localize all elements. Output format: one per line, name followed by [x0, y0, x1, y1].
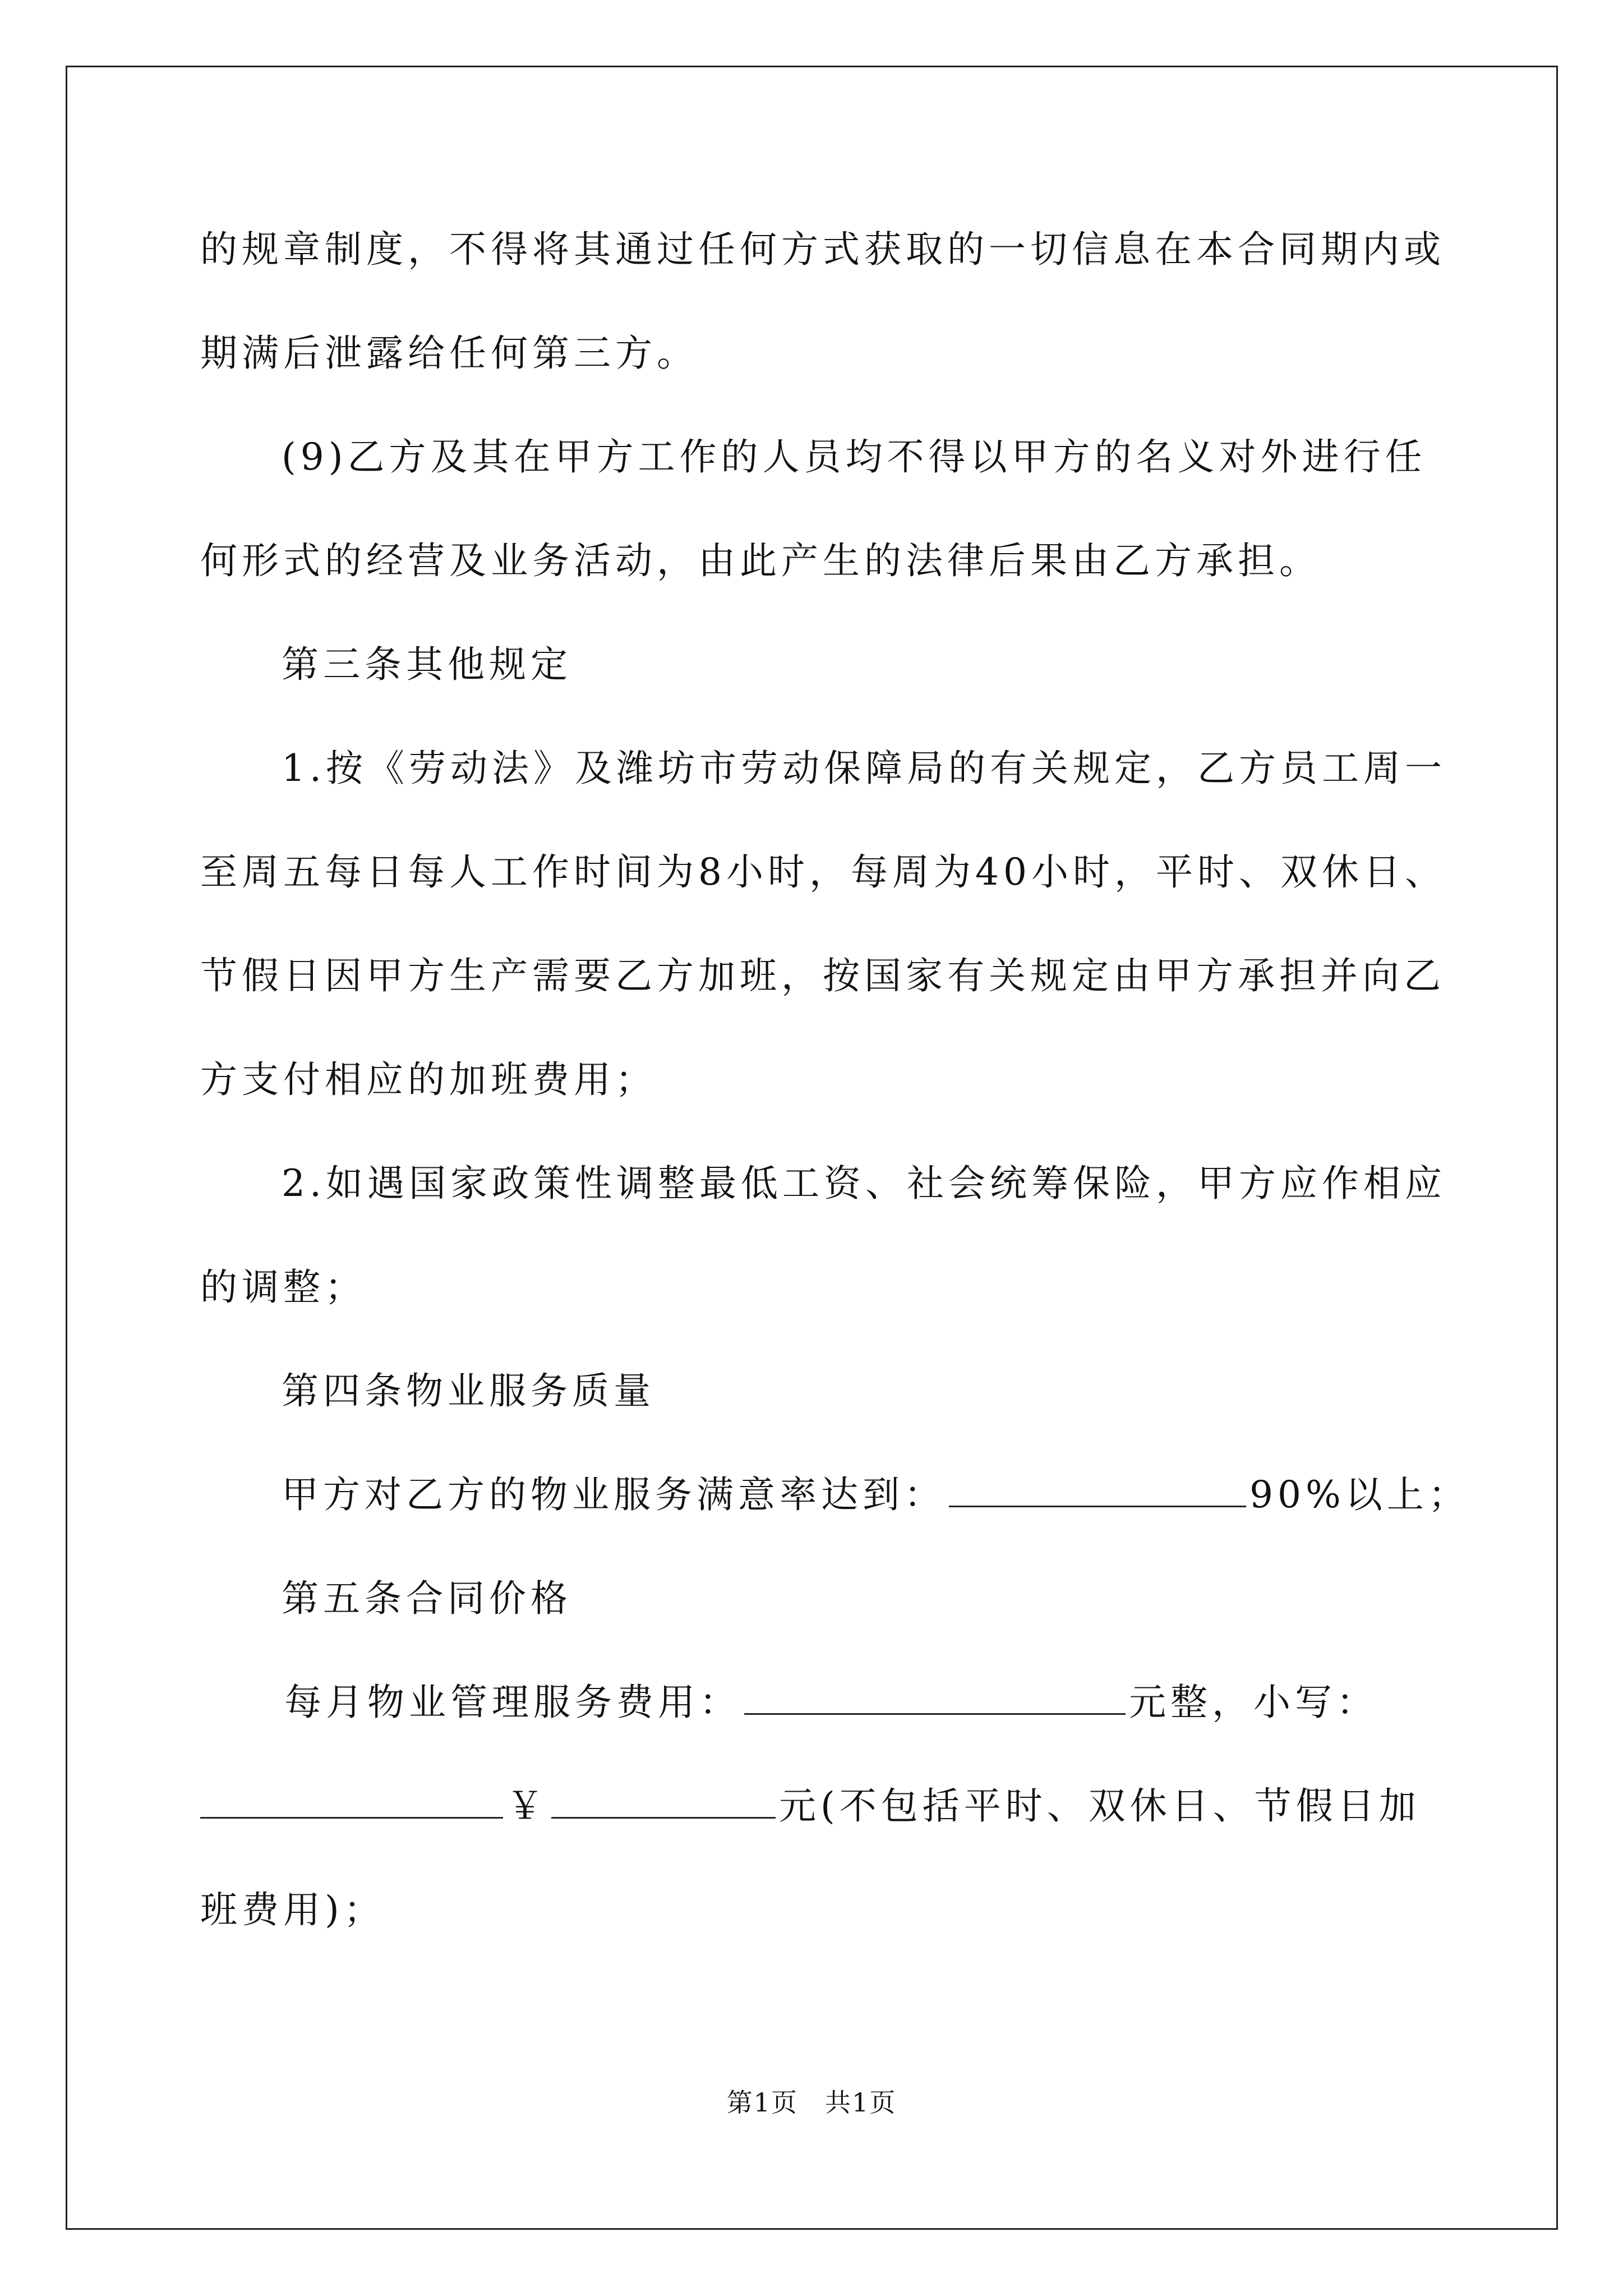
section-heading: 第四条物业服务质量: [282, 1369, 655, 1412]
fee-line-2-suffix: 元(不包括平时、双休日、节假日加: [779, 1784, 1421, 1828]
satisfaction-suffix: 90%以上；: [1249, 1473, 1470, 1516]
satisfaction-blank[interactable]: [949, 1471, 1246, 1507]
paragraph-line: 方支付相应的加班费用；: [200, 1058, 657, 1101]
paragraph-line: (9)乙方及其在甲方工作的人员均不得以甲方的名义对外进行任: [282, 435, 1427, 478]
paragraph-line: 2.如遇国家政策性调整最低工资、社会统筹保险，甲方应作相应: [282, 1162, 1446, 1205]
paragraph-line: 1.按《劳动法》及潍坊市劳动保障局的有关规定，乙方员工周一: [282, 747, 1446, 790]
fee-line: [284, 1678, 1378, 1727]
paragraph-line: 班费用)；: [200, 1888, 385, 1931]
paragraph-line: 节假日因甲方生产需要乙方加班，按国家有关规定由甲方承担并向乙: [200, 954, 1445, 997]
paragraph-line: 至周五每日每人工作时间为8小时，每周为40小时，平时、双休日、: [200, 850, 1446, 894]
section-heading: 第三条其他规定: [282, 643, 572, 686]
paragraph-line: 期满后泄露给任何第三方。: [200, 332, 698, 375]
section-heading: 第五条合同价格: [282, 1577, 572, 1620]
satisfaction-line: [282, 1470, 1470, 1520]
currency-symbol: ￥: [506, 1784, 548, 1828]
page-footer: 第1页 共1页: [726, 2087, 897, 2118]
paragraph-line: 的调整；: [200, 1266, 366, 1309]
fee-line-2: [200, 1782, 1421, 1831]
fee-amount-blank[interactable]: [744, 1678, 1126, 1715]
satisfaction-prefix: 甲方对乙方的物业服务满意率达到：: [282, 1473, 946, 1516]
fee-suffix: 元整，小写：: [1129, 1681, 1378, 1724]
fee-lowercase-blank[interactable]: [200, 1782, 503, 1819]
fee-number-blank[interactable]: [551, 1782, 776, 1819]
fee-prefix: 每月物业管理服务费用：: [284, 1681, 741, 1724]
paragraph-line: 的规章制度，不得将其通过任何方式获取的一切信息在本合同期内或: [200, 228, 1445, 271]
paragraph-line: 何形式的经营及业务活动，由此产生的法律后果由乙方承担。: [200, 539, 1321, 582]
